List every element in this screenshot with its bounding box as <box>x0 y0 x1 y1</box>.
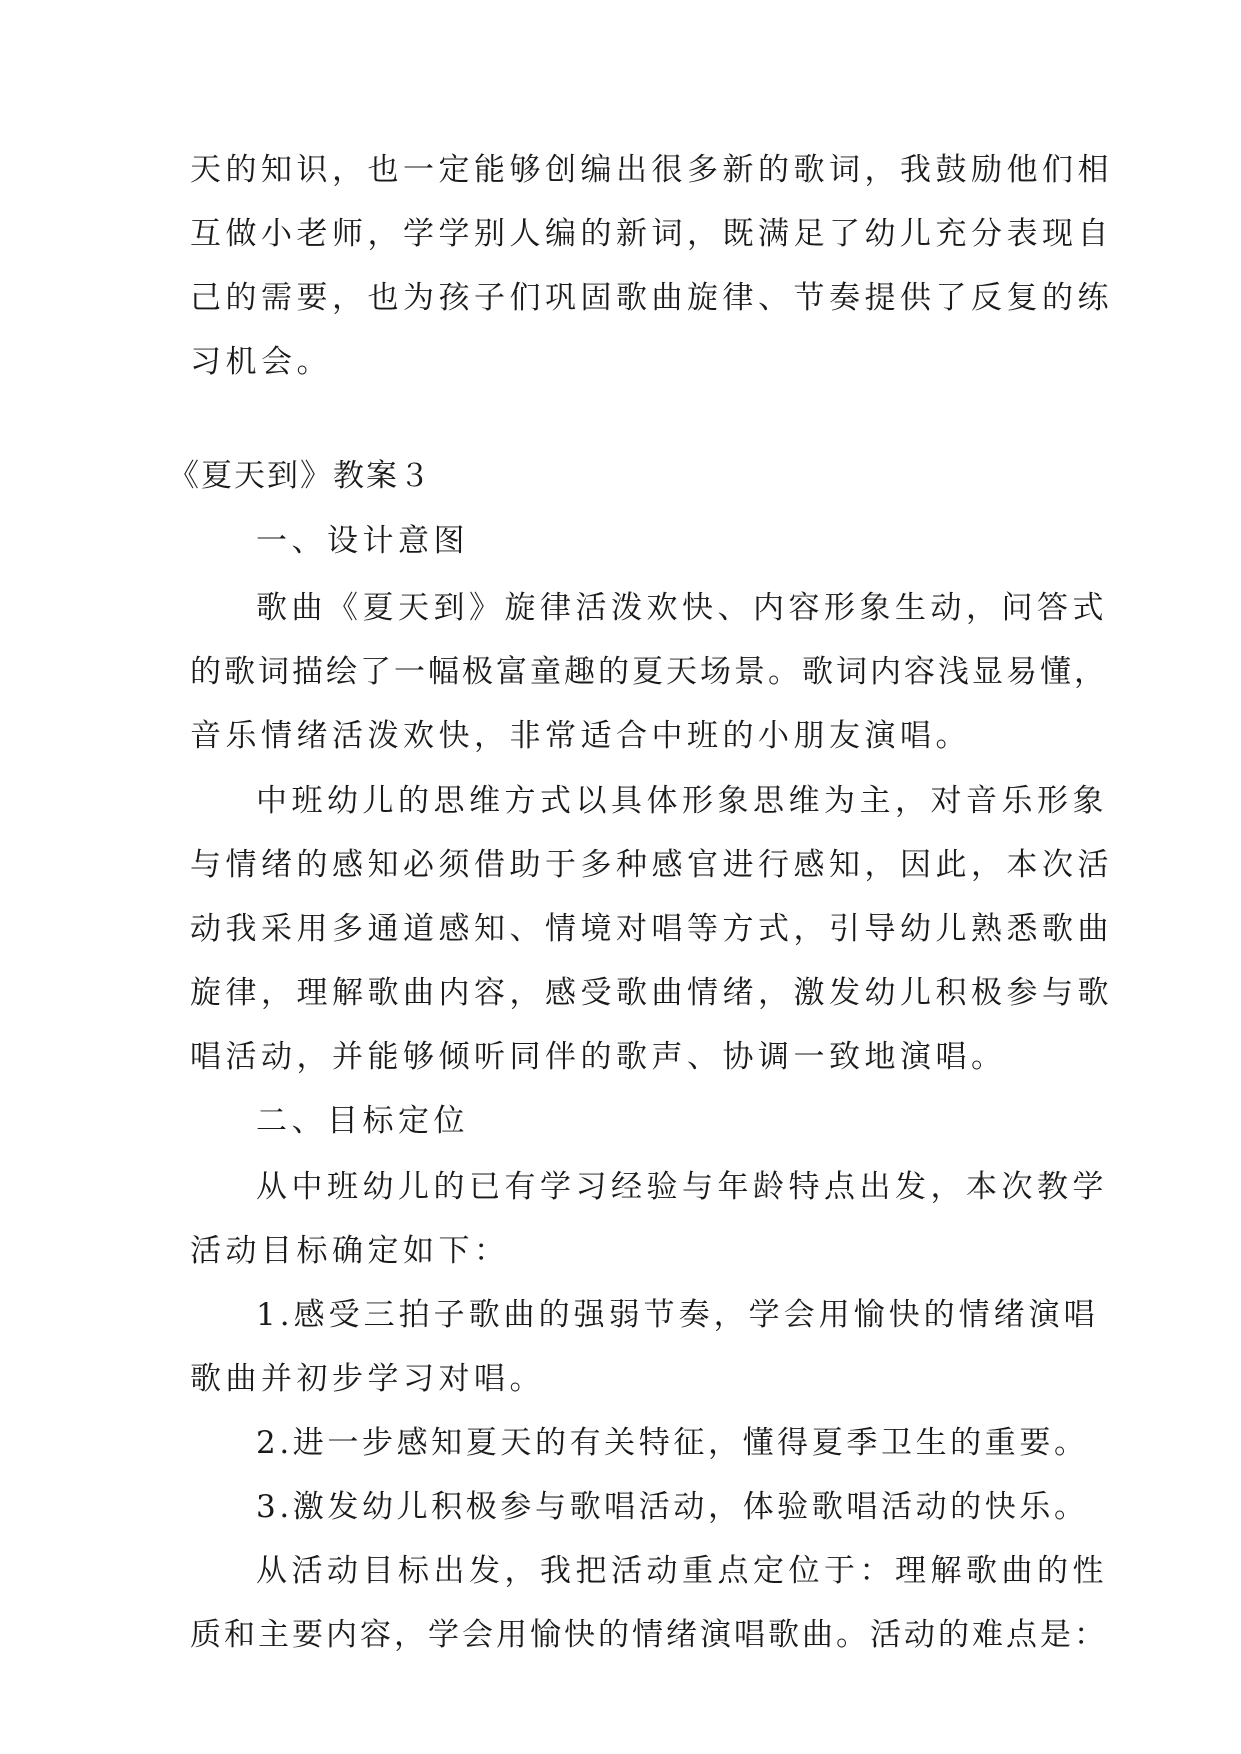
text-line: 动我采用多通道感知、情境对唱等方式，引导幼儿熟悉歌曲 <box>190 911 1113 947</box>
section-heading: 一、设计意图 <box>256 523 469 559</box>
text-line: 歌曲并初步学习对唱。 <box>190 1361 545 1397</box>
text-line: 从中班幼儿的已有学习经验与年龄特点出发，本次教学 <box>256 1169 1108 1205</box>
section-heading: 二、目标定位 <box>256 1103 469 1139</box>
text-line: 旋律，理解歌曲内容，感受歌曲情绪，激发幼儿积极参与歌 <box>190 975 1113 1011</box>
text-line: 己的需要，也为孩子们巩固歌曲旋律、节奏提供了反复的练 <box>190 280 1113 316</box>
text-line: 质和主要内容，学会用愉快的情绪演唱歌曲。活动的难点是： <box>190 1617 1108 1653</box>
list-item: 3.激发幼儿积极参与歌唱活动，体验歌唱活动的快乐。 <box>256 1489 1089 1525</box>
text-line: 从活动目标出发，我把活动重点定位于：理解歌曲的性 <box>256 1553 1108 1589</box>
text-line: 天的知识，也一定能够创编出很多新的歌词，我鼓励他们相 <box>190 152 1113 188</box>
text-line: 习机会。 <box>190 344 332 380</box>
text-line: 唱活动，并能够倾听同伴的歌声、协调一致地演唱。 <box>190 1039 1007 1075</box>
text-line: 音乐情绪活泼欢快，非常适合中班的小朋友演唱。 <box>190 718 971 754</box>
text-line: 歌曲《夏天到》旋律活泼欢快、内容形象生动，问答式 <box>256 590 1108 626</box>
list-item: 1.感受三拍子歌曲的强弱节奏，学会用愉快的情绪演唱 <box>256 1297 1099 1333</box>
text-line: 的歌词描绘了一幅极富童趣的夏天场景。歌词内容浅显易懂， <box>190 654 1108 690</box>
list-item: 2.进一步感知夏天的有关特征，懂得夏季卫生的重要。 <box>256 1425 1089 1461</box>
section-title: 《夏天到》教案３ <box>168 458 432 494</box>
text-line: 活动目标确定如下： <box>190 1233 510 1269</box>
text-line: 中班幼儿的思维方式以具体形象思维为主，对音乐形象 <box>256 783 1108 819</box>
text-line: 与情绪的感知必须借助于多种感官进行感知，因此，本次活 <box>190 847 1113 883</box>
text-line: 互做小老师，学学别人编的新词，既满足了幼儿充分表现自 <box>190 216 1113 252</box>
